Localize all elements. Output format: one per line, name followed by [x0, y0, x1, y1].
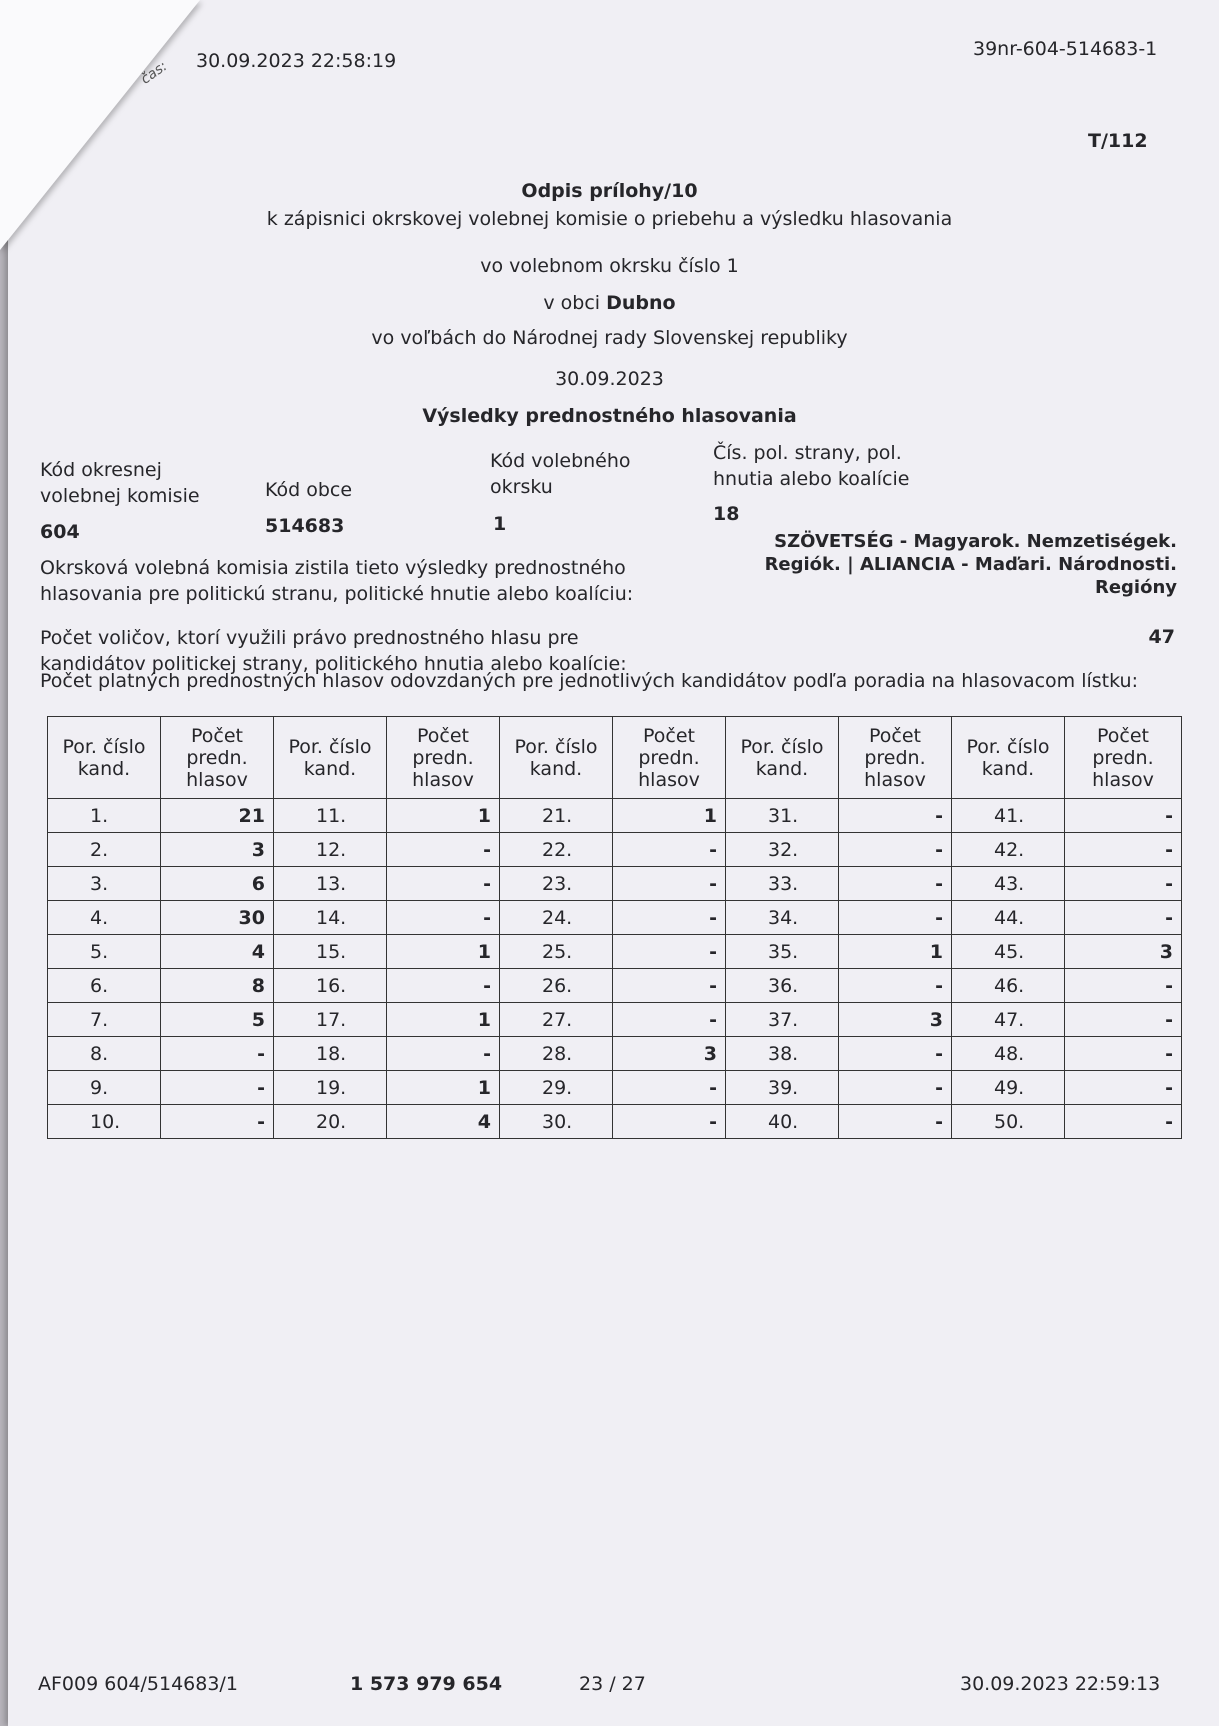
candidate-number-cell: 34.	[726, 901, 839, 935]
preferential-votes-cell: -	[613, 1071, 726, 1105]
preferential-votes-cell: -	[839, 1105, 952, 1139]
preferential-votes-cell: 5	[161, 1003, 274, 1037]
column-header-votes: Počet predn. hlasov	[387, 717, 500, 799]
preferential-votes-cell: -	[1065, 799, 1182, 833]
table-caption: Počet platných prednostných hlasov odovzdaných pre jednotlivých kandidátov podľa poradia na hlasovacom lístku:	[40, 670, 1138, 692]
title-line-4: vo voľbách do Národnej rady Slovenskej republiky	[371, 327, 848, 349]
candidate-number-cell: 41.	[952, 799, 1065, 833]
footer-checksum: 1 573 979 654	[350, 1673, 503, 1695]
preferential-votes-cell: 1	[387, 1071, 500, 1105]
candidate-number-cell: 42.	[952, 833, 1065, 867]
title-line-1: k zápisnici okrskovej volebnej komisie o priebehu a výsledku hlasovania	[266, 208, 953, 230]
preferential-votes-cell: 6	[161, 867, 274, 901]
municipality-code-label: Kód obce	[265, 479, 353, 501]
preferential-votes-cell: 4	[161, 935, 274, 969]
column-header-votes: Počet predn. hlasov	[1065, 717, 1182, 799]
preferential-voters-count: 47	[1148, 626, 1175, 648]
column-header-votes: Počet predn. hlasov	[839, 717, 952, 799]
preferential-votes-cell: -	[613, 969, 726, 1003]
table-row	[48, 1037, 1182, 1071]
preferential-votes-cell: -	[161, 1037, 274, 1071]
preferential-votes-cell: 3	[839, 1003, 952, 1037]
footer-page-count: 23 / 27	[579, 1673, 646, 1695]
candidate-number-cell: 14.	[274, 901, 387, 935]
column-header-votes: Počet predn. hlasov	[613, 717, 726, 799]
preferential-votes-cell: -	[387, 867, 500, 901]
candidate-number-cell: 48.	[952, 1037, 1065, 1071]
candidate-number-cell: 43.	[952, 867, 1065, 901]
footer-timestamp: 30.09.2023 22:59:13	[960, 1673, 1161, 1695]
district-code-label: Kód okresnej volebnej komisie	[40, 459, 200, 507]
preferential-votes-cell: -	[839, 969, 952, 1003]
municipality-code-value: 514683	[265, 515, 345, 537]
candidate-number-cell: 45.	[952, 935, 1065, 969]
precinct-code-label: Kód volebného okrsku	[490, 450, 631, 498]
form-code: T/112	[1088, 130, 1148, 152]
party-name-line-2: Regiók. | ALIANCIA - Maďari. Národnosti.	[764, 554, 1177, 575]
candidate-number-cell: 6.	[48, 969, 161, 1003]
table-row	[48, 833, 1182, 867]
table-row	[48, 901, 1182, 935]
preferential-votes-cell: -	[1065, 1105, 1182, 1139]
folded-page-corner	[0, 0, 200, 250]
candidate-number-cell: 28.	[500, 1037, 613, 1071]
candidate-number-cell: 11.	[274, 799, 387, 833]
document-id: 39nr-604-514683-1	[973, 38, 1158, 60]
candidate-number-cell: 31.	[726, 799, 839, 833]
preferential-votes-cell: 1	[387, 799, 500, 833]
preferential-votes-cell: -	[613, 901, 726, 935]
preferential-votes-cell: 3	[1065, 935, 1182, 969]
table-row	[48, 867, 1182, 901]
candidate-number-cell: 50.	[952, 1105, 1065, 1139]
table-row	[48, 935, 1182, 969]
candidate-number-cell: 2.	[48, 833, 161, 867]
party-statement: Okrsková volebná komisia zistila tieto výsledky prednostného hlasovania pre politickú stranu, politické hnutie alebo koalíciu:	[40, 557, 634, 605]
preferential-votes-cell: -	[1065, 901, 1182, 935]
candidate-number-cell: 8.	[48, 1037, 161, 1071]
preferential-votes-cell: -	[613, 935, 726, 969]
precinct-code-value: 1	[493, 513, 507, 535]
preferential-votes-cell: -	[161, 1105, 274, 1139]
preferential-votes-cell: -	[1065, 1071, 1182, 1105]
preferential-votes-cell: -	[1065, 1037, 1182, 1071]
results-subheading: Výsledky prednostného hlasovania	[422, 405, 797, 427]
candidate-number-cell: 35.	[726, 935, 839, 969]
preferential-votes-cell: -	[839, 1071, 952, 1105]
party-code-value: 18	[713, 503, 740, 525]
candidate-number-cell: 9.	[48, 1071, 161, 1105]
preferential-voters-label: Počet voličov, ktorí využili právo prednostného hlasu pre kandidátov politickej strany, politického hnutia alebo koalície:	[40, 627, 627, 675]
preferential-votes-cell: -	[839, 833, 952, 867]
preferential-votes-cell: 1	[387, 935, 500, 969]
table-row	[48, 1105, 1182, 1139]
candidate-number-cell: 26.	[500, 969, 613, 1003]
preferential-votes-cell: 3	[161, 833, 274, 867]
candidate-number-cell: 15.	[274, 935, 387, 969]
footer-form-ref: AF009 604/514683/1	[38, 1673, 238, 1695]
preferential-votes-cell: -	[839, 799, 952, 833]
candidate-number-cell: 37.	[726, 1003, 839, 1037]
preferential-votes-cell: 1	[613, 799, 726, 833]
candidate-number-cell: 16.	[274, 969, 387, 1003]
preferential-votes-cell: -	[839, 1037, 952, 1071]
candidate-number-cell: 33.	[726, 867, 839, 901]
candidate-number-cell: 24.	[500, 901, 613, 935]
candidate-number-cell: 30.	[500, 1105, 613, 1139]
candidate-number-cell: 40.	[726, 1105, 839, 1139]
candidate-number-cell: 17.	[274, 1003, 387, 1037]
candidate-number-cell: 47.	[952, 1003, 1065, 1037]
municipality-prefix: v obci	[543, 292, 607, 314]
column-header-kand: Por. číslo kand.	[500, 717, 613, 799]
preferential-votes-cell: 1	[387, 1003, 500, 1037]
candidate-number-cell: 22.	[500, 833, 613, 867]
table-row	[48, 1071, 1182, 1105]
candidate-number-cell: 39.	[726, 1071, 839, 1105]
candidate-number-cell: 36.	[726, 969, 839, 1003]
candidate-number-cell: 4.	[48, 901, 161, 935]
party-name-line-3: Regióny	[1094, 577, 1177, 598]
party-name	[765, 530, 1177, 599]
table-row	[48, 969, 1182, 1003]
preferential-votes-cell: -	[839, 901, 952, 935]
column-header-kand: Por. číslo kand.	[274, 717, 387, 799]
candidate-number-cell: 21.	[500, 799, 613, 833]
preferential-votes-cell: 3	[613, 1037, 726, 1071]
candidate-number-cell: 29.	[500, 1071, 613, 1105]
party-code-label: Čís. pol. strany, pol. hnutia alebo koalície	[713, 442, 910, 490]
preferential-votes-cell: -	[613, 1003, 726, 1037]
candidate-number-cell: 10.	[48, 1105, 161, 1139]
preferential-votes-cell: -	[387, 901, 500, 935]
preferential-votes-cell: -	[613, 867, 726, 901]
document-heading: Odpis prílohy/10	[521, 180, 698, 202]
preferential-votes-cell: -	[387, 1037, 500, 1071]
preferential-votes-cell: 30	[161, 901, 274, 935]
preferential-votes-cell: -	[387, 833, 500, 867]
candidate-number-cell: 49.	[952, 1071, 1065, 1105]
preferential-votes-cell: -	[387, 969, 500, 1003]
preferential-votes-cell: -	[839, 867, 952, 901]
column-header-kand: Por. číslo kand.	[726, 717, 839, 799]
cas-label: čas:	[137, 58, 171, 88]
candidate-number-cell: 13.	[274, 867, 387, 901]
column-header-votes: Počet predn. hlasov	[161, 717, 274, 799]
candidate-number-cell: 20.	[274, 1105, 387, 1139]
table-row	[48, 799, 1182, 833]
candidate-number-cell: 7.	[48, 1003, 161, 1037]
candidate-number-cell: 18.	[274, 1037, 387, 1071]
table-row	[48, 1003, 1182, 1037]
candidate-number-cell: 32.	[726, 833, 839, 867]
candidate-number-cell: 12.	[274, 833, 387, 867]
municipality-name: Dubno	[606, 292, 676, 314]
column-header-kand: Por. číslo kand.	[48, 717, 161, 799]
district-code-value: 604	[40, 521, 80, 543]
title-line-2: vo volebnom okrsku číslo 1	[480, 255, 739, 277]
table-header-row	[48, 717, 1182, 799]
preferential-votes-cell: -	[1065, 1003, 1182, 1037]
column-header-kand: Por. číslo kand.	[952, 717, 1065, 799]
header-timestamp: 30.09.2023 22:58:19	[196, 50, 397, 72]
preferential-votes-cell: -	[1065, 969, 1182, 1003]
preferential-votes-cell: -	[1065, 867, 1182, 901]
candidate-number-cell: 23.	[500, 867, 613, 901]
preferential-votes-cell: -	[161, 1071, 274, 1105]
preferential-votes-cell: 21	[161, 799, 274, 833]
candidate-number-cell: 46.	[952, 969, 1065, 1003]
preferential-votes-cell: -	[613, 1105, 726, 1139]
candidate-number-cell: 27.	[500, 1003, 613, 1037]
title-line-3	[0, 292, 1219, 314]
title-date: 30.09.2023	[555, 368, 664, 390]
party-name-line-1: SZÖVETSÉG - Magyarok. Nemzetiségek.	[774, 531, 1177, 552]
candidate-number-cell: 3.	[48, 867, 161, 901]
preferential-votes-cell: 1	[839, 935, 952, 969]
table-body	[48, 799, 1182, 1139]
preferential-votes-cell: -	[613, 833, 726, 867]
candidate-number-cell: 44.	[952, 901, 1065, 935]
preferential-votes-cell: -	[1065, 833, 1182, 867]
preferential-votes-cell: 8	[161, 969, 274, 1003]
candidate-number-cell: 5.	[48, 935, 161, 969]
candidate-number-cell: 25.	[500, 935, 613, 969]
candidate-number-cell: 38.	[726, 1037, 839, 1071]
preferential-votes-table	[47, 716, 1182, 1139]
candidate-number-cell: 1.	[48, 799, 161, 833]
candidate-number-cell: 19.	[274, 1071, 387, 1105]
preferential-votes-cell: 4	[387, 1105, 500, 1139]
